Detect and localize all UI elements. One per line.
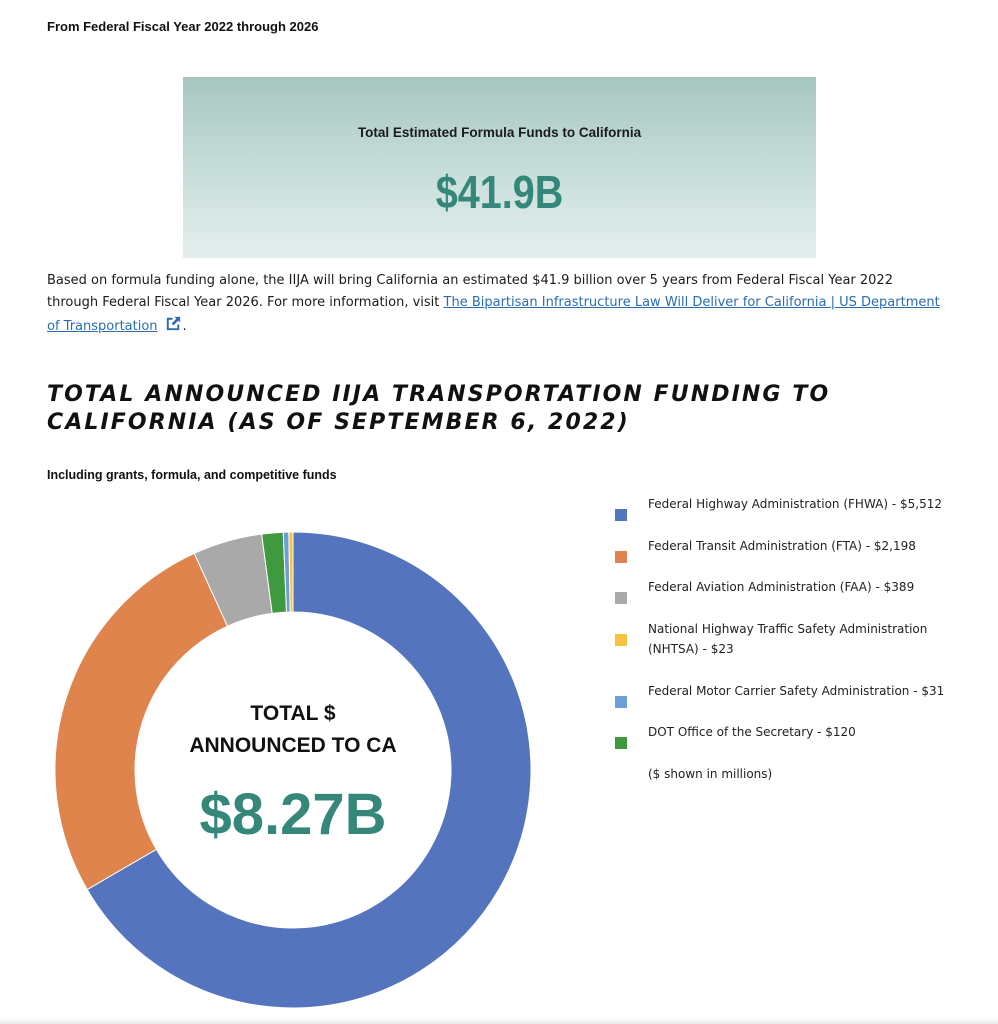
intro-period: . [182,319,187,334]
center-label-line2: ANNOUNCED TO CA [189,734,397,757]
legend-swatch [615,737,627,749]
formula-funds-value: $41.9B [435,166,564,218]
formula-funds-label: Total Estimated Formula Funds to California [357,125,642,140]
legend-swatch [615,634,627,646]
intro-paragraph [47,270,947,338]
legend-label: Federal Transit Administration (FTA) - $2,198 [648,538,916,553]
funding-donut-chart [0,490,600,1024]
legend-note: ($ shown in millions) [648,766,773,781]
legend-label: Federal Highway Administration (FHWA) - $5,512 [648,497,943,511]
legend-label: National Highway Traffic Safety Administration (NHTSA) - $23 [648,621,928,656]
section-title: TOTAL ANNOUNCED IIJA TRANSPORTATION FUNDING TO CALIFORNIA (AS OF SEPTEMBER 6, 2022) [47,382,831,435]
section-subtitle: Including grants, formula, and competitive funds [47,468,337,482]
page-bottom-edge [0,1018,998,1024]
legend-label: Federal Aviation Administration (FAA) - $389 [648,580,915,594]
dot-california-link[interactable]: The Bipartisan Infrastructure Law Will Deliver for California | US Department of Transportation [47,295,940,334]
page-subtitle: From Federal Fiscal Year 2022 through 2026 [47,19,319,34]
legend-item[interactable] [613,536,953,557]
legend-item[interactable] [613,722,953,743]
legend-swatch [615,696,627,708]
legend-item[interactable] [613,619,953,660]
legend-label: DOT Office of the Secretary - $120 [648,725,856,739]
legend-label: Federal Motor Carrier Safety Administration - $31 [648,683,945,698]
donut-slices [55,532,531,1008]
external-link-icon[interactable] [164,314,183,333]
center-total-value: $8.27B [199,782,387,847]
legend-item[interactable] [613,577,953,598]
legend-swatch [615,592,627,604]
legend-item[interactable] [613,681,953,702]
legend-swatch [615,509,627,521]
legend-swatch [615,551,627,563]
legend-item[interactable] [613,494,953,515]
formula-funds-card [183,77,816,258]
intro-text: Based on formula funding alone, the IIJA will bring California an estimated $41.9 billion over 5 years from Federal Fiscal Year 2022 through Federal Fiscal Year 2026. For more information, visit [47,273,893,310]
chart-legend [613,494,953,784]
center-label-line1: TOTAL $ [250,702,336,725]
